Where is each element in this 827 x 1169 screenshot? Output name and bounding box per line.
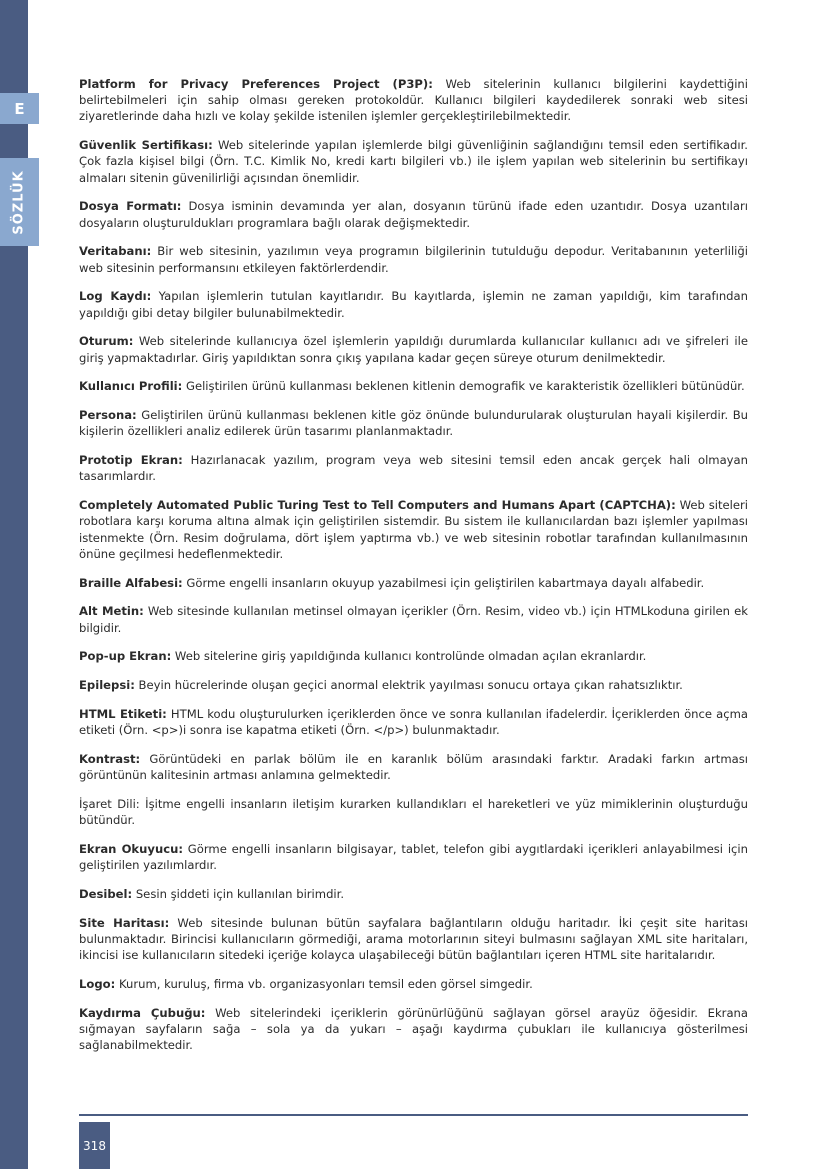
page-number-box <box>79 1122 110 1169</box>
entry-term: Logo: <box>79 977 116 991</box>
glossary-entry <box>79 915 748 964</box>
entry-term: Epilepsi: <box>79 678 135 693</box>
entry-term: Oturum: <box>79 334 134 349</box>
entry-definition: Dosya isminin devamında yer alan, dosyanın türünü ifade eden uzantıdır. Dosya uzantıları dosyaların oluşturuldukları programlara bağlı olarak değişmektedir. <box>79 199 748 230</box>
entry-term: Kaydırma Çubuğu: <box>79 1005 206 1020</box>
entry-definition: Web siteleri robotlara karşı koruma altına almak için geliştirilen sistemdir. Bu sistem ile kullanıcılardan bazı işlemler yapılması istenmekte (Örn. Resim doğrulama, dört işlem yaptırma vb.) ve web sitesinin robotlar tarafından kullanılmasının önüne geçilmesi hedeflenmektedir. <box>79 498 748 561</box>
entry-term: Veritabanı: <box>79 244 152 259</box>
entry-definition: Görüntüdeki en parlak bölüm ile en karanlık bölüm arasındaki farktır. Aradaki farkın artması görüntünün kalitesinin artması anlamına gelmektedir. <box>79 752 748 783</box>
glossary-entry <box>79 796 748 828</box>
glossary-entry <box>79 243 748 275</box>
entry-definition: Web sitelerindeki içeriklerin görünürlüğünü sağlayan görsel arayüz öğesidir. Ekrana sığmayan sayfaların sağa – sola ya da yukarı – aşağı kaydırma çubukları ile kullanıcıya gösterilmesi sağlanabilmektedir. <box>79 1005 748 1053</box>
entry-definition: Web sitelerinde kullanıcıya özel işlemlerin yapıldığı durumlarda kullanıcılar kullanıcı adı ve şifreleri ile giriş yapmaktadırlar. Giriş yapıldıktan sonra çıkış yapılana kadar geçen süreye oturum denilmektedir. <box>79 334 748 365</box>
glossary-entry <box>79 751 748 783</box>
entry-definition: Kurum, kuruluş, firma vb. organizasyonları temsil eden görsel simgedir. <box>115 977 533 991</box>
glossary-entry <box>79 603 748 635</box>
glossary-entry <box>79 378 748 394</box>
entry-definition: Sesin şiddeti için kullanılan birimdir. <box>132 887 345 901</box>
page-number: 318 <box>83 1138 106 1153</box>
entry-term: Persona: <box>79 408 137 423</box>
entry-definition: HTML kodu oluşturulurken içeriklerden önce ve sonra kullanılan ifadelerdir. İçeriklerden önce açma etiketi (Örn. <p>)i sonra ise kapatma etiketi (Örn. </p>) bulunmaktadır. <box>79 707 748 738</box>
entry-term: Braille Alfabesi: <box>79 575 183 590</box>
glossary-entry <box>79 886 748 902</box>
entry-definition: Web sitesinde kullanılan metinsel olmayan içerikler (Örn. Resim, video vb.) için HTMLkoduna girilen ek bilgidir. <box>79 604 748 635</box>
glossary-entry <box>79 575 748 591</box>
entry-term: Kullanıcı Profili: <box>79 379 183 394</box>
entry-definition: Bir web sitesinin, yazılımın veya programın bilgilerinin tutulduğu depodur. Veritabanının yeterliliği web sitesinin performansını etkileyen faktörlerdendir. <box>79 244 748 275</box>
entry-definition: Beyin hücrelerinde oluşan geçici anormal elektrik yayılması sonucu ortaya çıkan rahatsızlıktır. <box>134 678 683 693</box>
entry-term: Alt Metin: <box>79 604 144 619</box>
glossary-entry <box>79 648 748 664</box>
glossary-entry <box>79 198 748 230</box>
entry-definition: Web sitesinde bulunan bütün sayfalara bağlantıların olduğu haritadır. İki çeşit site haritası bulunmaktadır. Birincisi kullanıcıların görmediği, arama motorlarının siteyi bulmasını sağlayan XML site haritaları, ikincisi ise kullanıcıların sitedeki içeriğe kolayca ulaşabileceği bütün bağlantıları içeren HTML site haritalarıdır. <box>79 915 748 963</box>
glossary-content <box>79 76 748 1066</box>
entry-definition: Görme engelli insanların okuyup yazabilmesi için geliştirilen kabartmaya dayalı alfabedir. <box>182 575 705 590</box>
entry-term: Ekran Okuyucu: <box>79 842 183 856</box>
entry-term: Prototip Ekran: <box>79 453 183 468</box>
section-title-tab <box>0 158 39 246</box>
entry-term: Log Kaydı: <box>79 289 152 304</box>
glossary-entry <box>79 841 748 873</box>
entry-definition: Hazırlanacak yazılım, program veya web sitesini temsil eden ancak gerçek hali olmayan tasarımlardır. <box>79 453 748 484</box>
entry-definition: Web sitelerinde yapılan işlemlerde bilgi güvenliğinin sağlandığını temsil eden sertifikadır. Çok fazla kişisel bilgi (Örn. T.C. Kimlik No, kredi kartı bilgileri vb.) ile işlem yapılan web sitelerinin bu sertifikayı almaları sitenin güvenilirliği açısından önemlidir. <box>79 138 748 185</box>
entry-term: Platform for Privacy Preferences Project (P3P): <box>79 77 433 91</box>
glossary-entry <box>79 76 748 125</box>
section-letter: E <box>14 99 25 118</box>
section-letter-tab <box>0 93 39 124</box>
entry-term: Site Haritası: <box>79 915 170 930</box>
footer-divider <box>79 1114 748 1116</box>
entry-definition: Web sitelerinin kullanıcı bilgilerini kaydettiğini belirtebilmeleri için sahip olması gereken protokoldür. Kullanıcı bilgileri kaydedilerek sonraki web sitesi ziyaretlerinde daha hızlı ve kolay şekilde istenilen işlemler gerçekleştirilebilmektedir. <box>79 77 748 124</box>
entry-definition: Görme engelli insanların bilgisayar, tablet, telefon gibi aygıtlardaki içerikleri anlayabilmesi için geliştirilen yazılımlardır. <box>79 842 748 873</box>
glossary-entry <box>79 677 748 693</box>
entry-term: Completely Automated Public Turing Test to Tell Computers and Humans Apart (CAPTCHA): <box>79 498 676 513</box>
entry-term: Desibel: <box>79 887 133 901</box>
glossary-entry <box>79 333 748 365</box>
entry-definition: Geliştirilen ürünü kullanması beklenen kitlenin demografik ve karakteristik özellikleri bütünüdür. <box>182 379 745 394</box>
glossary-entry <box>79 137 748 186</box>
entry-term: HTML Etiketi: <box>79 707 167 721</box>
glossary-entry <box>79 976 748 992</box>
glossary-entry <box>79 407 748 439</box>
glossary-entry <box>79 452 748 484</box>
glossary-entry <box>79 497 748 562</box>
entry-definition: İşaret Dili: İşitme engelli insanların iletişim kurarken kullandıkları el hareketleri ve yüz mimiklerinin oluşturduğu bütündür. <box>79 797 748 828</box>
entry-term: Dosya Formatı: <box>79 199 182 214</box>
entry-definition: Web sitelerine giriş yapıldığında kullanıcı kontrolünde olmadan açılan ekranlardır. <box>171 649 647 664</box>
entry-term: Kontrast: <box>79 752 141 766</box>
entry-definition: Yapılan işlemlerin tutulan kayıtlarıdır. Bu kayıtlarda, işlemin ne zaman yapıldığı, kim tarafından yapıldığı gibi detay bilgiler bulunabilmektedir. <box>79 289 748 320</box>
glossary-entry <box>79 706 748 738</box>
entry-term: Güvenlik Sertifikası: <box>79 138 213 153</box>
entry-definition: Geliştirilen ürünü kullanması beklenen kitle göz önünde bulundurularak oluşturulan hayali kişilerdir. Bu kişilerin özellikleri analiz edilerek ürün tasarımı planlanmaktadır. <box>79 408 748 439</box>
section-title: SÖZLÜK <box>12 169 28 235</box>
glossary-entry <box>79 288 748 320</box>
glossary-entry <box>79 1005 748 1054</box>
entry-term: Pop-up Ekran: <box>79 649 172 664</box>
